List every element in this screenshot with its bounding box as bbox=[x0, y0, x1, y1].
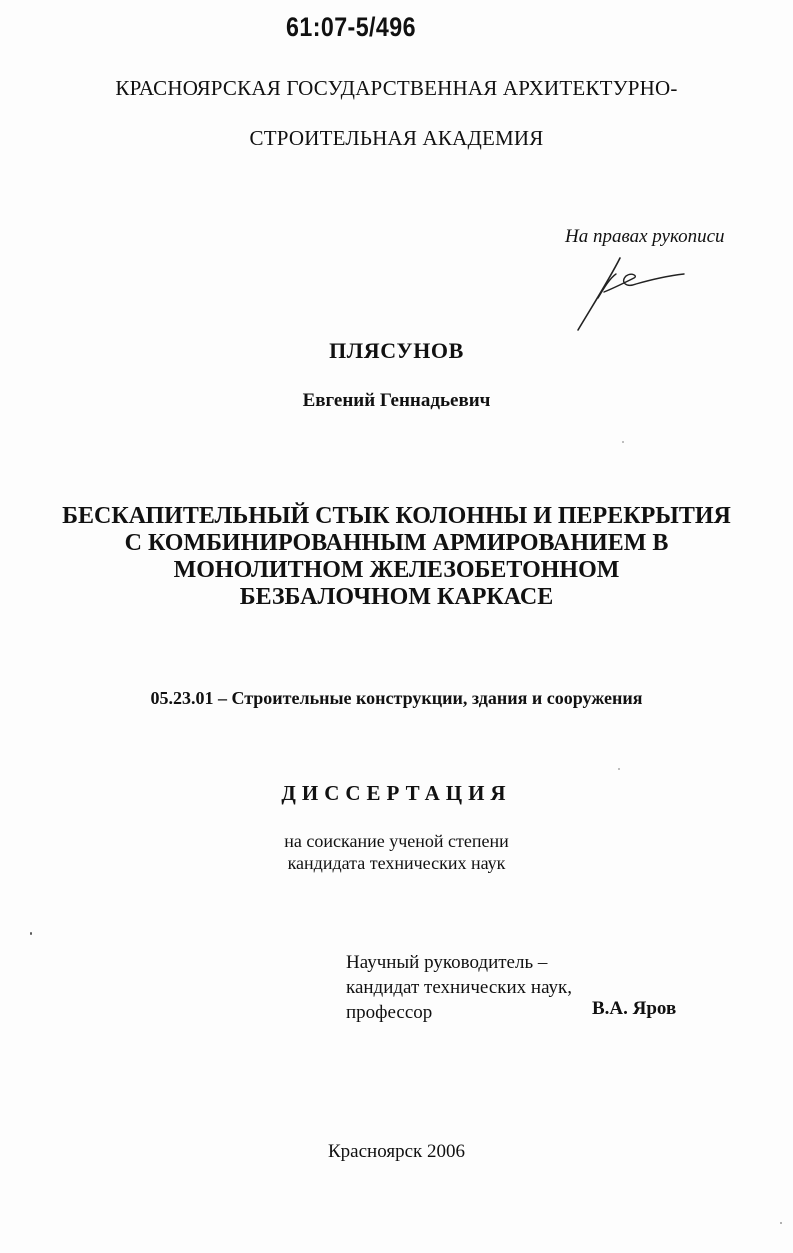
title-line: С КОМБИНИРОВАННЫМ АРМИРОВАНИЕМ В bbox=[124, 530, 669, 556]
scan-speck bbox=[622, 441, 624, 443]
dissertation-title bbox=[0, 503, 793, 611]
document-type: ДИССЕРТАЦИЯ bbox=[281, 781, 512, 805]
title-line: МОНОЛИТНОМ ЖЕЛЕЗОБЕТОННОМ bbox=[173, 557, 620, 583]
scientific-advisor bbox=[346, 950, 572, 1025]
degree-line: кандидата технических наук bbox=[287, 853, 506, 873]
scan-speck bbox=[30, 932, 32, 935]
scan-speck bbox=[780, 1222, 782, 1224]
handwritten-signature-icon bbox=[574, 248, 689, 332]
advisor-line: кандидат технических наук, bbox=[346, 977, 573, 998]
advisor-line: профессор bbox=[346, 1002, 433, 1023]
author-given-names: Евгений Геннадьевич bbox=[302, 390, 491, 411]
scan-speck bbox=[618, 768, 620, 770]
degree-sought bbox=[0, 830, 793, 874]
institution-line-1: КРАСНОЯРСКАЯ ГОСУДАРСТВЕННАЯ АРХИТЕКТУРНО- bbox=[115, 76, 678, 100]
advisor-name: В.А. Яров bbox=[592, 998, 677, 1019]
institution-line-2: СТРОИТЕЛЬНАЯ АКАДЕМИЯ bbox=[249, 126, 544, 150]
specialty-code: 05.23.01 – Строительные конструкции, здания и сооружения bbox=[150, 688, 643, 708]
title-line: БЕСКАПИТЕЛЬНЫЙ СТЫК КОЛОННЫ И ПЕРЕКРЫТИЯ bbox=[62, 503, 731, 529]
registry-number: 61:07-5/496 bbox=[286, 12, 416, 42]
degree-line: на соискание ученой степени bbox=[284, 831, 509, 851]
manuscript-note: На правах рукописи bbox=[565, 226, 725, 247]
title-line: БЕЗБАЛОЧНОМ КАРКАСЕ bbox=[239, 584, 554, 610]
author-surname: ПЛЯСУНОВ bbox=[329, 338, 464, 363]
city-year: Красноярск 2006 bbox=[328, 1141, 465, 1162]
advisor-line: Научный руководитель – bbox=[346, 952, 548, 973]
